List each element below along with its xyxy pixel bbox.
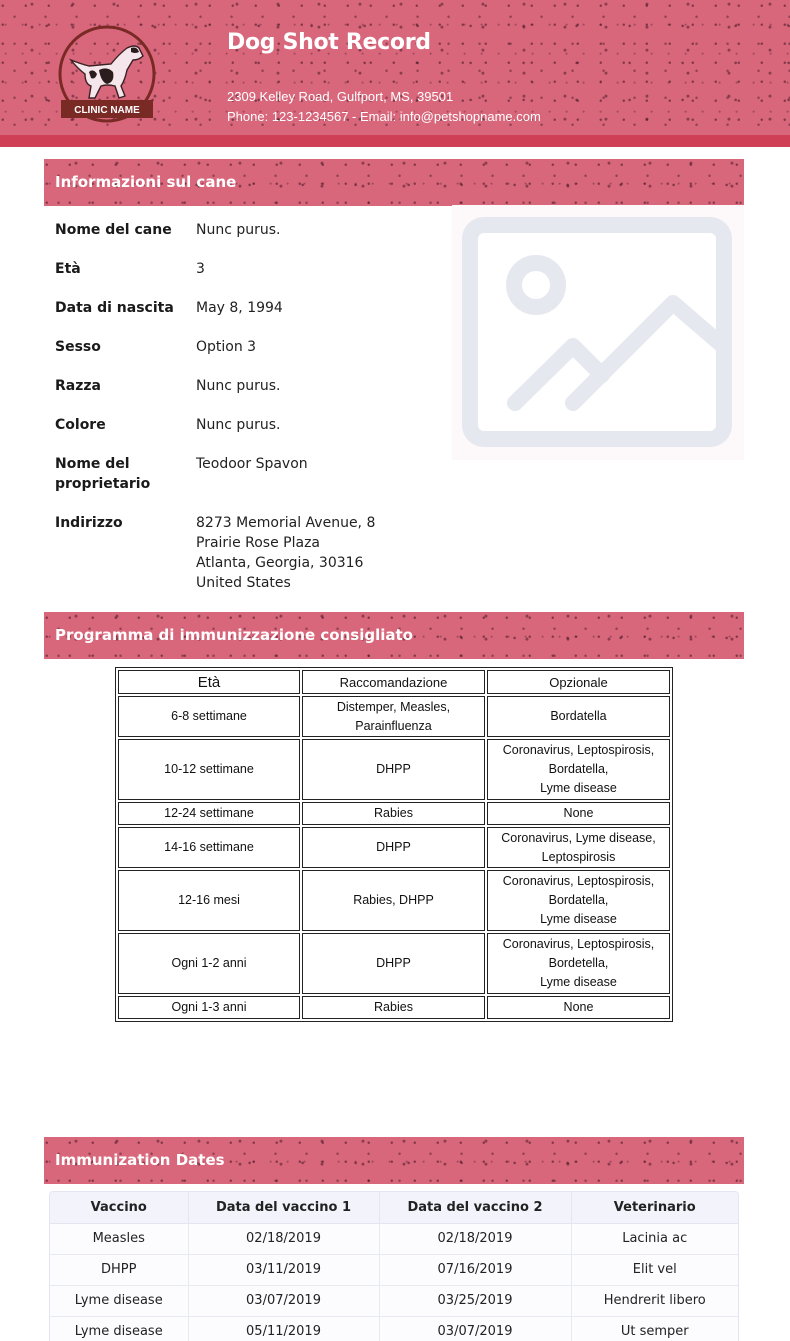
table-cell: 05/11/2019 <box>188 1316 379 1341</box>
table-cell: Coronavirus, Leptospirosis, Bordatella, Lyme disease <box>487 870 670 931</box>
table-cell: Rabies <box>302 802 485 825</box>
info-label: Età <box>55 261 81 277</box>
table-cell: Measles <box>50 1223 188 1254</box>
table-cell: Ogni 1-3 anni <box>118 996 300 1019</box>
dog-photo-placeholder[interactable] <box>452 205 744 460</box>
table-cell: Distemper, Measles, Parainfluenza <box>302 696 485 737</box>
table-cell: 02/18/2019 <box>188 1223 379 1254</box>
immunization-schedule-table <box>115 667 673 1022</box>
table-cell: DHPP <box>302 933 485 994</box>
section-schedule-banner <box>44 612 744 659</box>
table-row <box>50 1223 738 1254</box>
table-cell: Coronavirus, Leptospirosis, Bordetella, Lyme disease <box>487 933 670 994</box>
table-cell: 02/18/2019 <box>379 1223 571 1254</box>
table-row <box>118 996 670 1019</box>
info-label: Nome del proprietario <box>55 456 151 492</box>
table-cell: Lyme disease <box>50 1316 188 1341</box>
table-row <box>118 933 670 994</box>
header-banner <box>0 0 790 135</box>
clinic-address: 2309 Kelley Road, Gulfport, MS, 39501 <box>227 89 454 104</box>
table-cell: 6-8 settimane <box>118 696 300 737</box>
info-label: Nome del cane <box>55 222 172 238</box>
table-header-row <box>118 670 670 694</box>
table-cell: DHPP <box>50 1254 188 1285</box>
table-header-row <box>50 1192 738 1223</box>
info-value: Option 3 <box>196 339 257 355</box>
table-row <box>118 827 670 868</box>
table-cell: Elit vel <box>571 1254 738 1285</box>
section-dates-banner <box>44 1137 744 1184</box>
table-row <box>50 1316 738 1341</box>
table-row <box>118 696 670 737</box>
info-value: 8273 Memorial Avenue, 8 Prairie Rose Plaza Atlanta, Georgia, 30316 United States <box>196 515 376 591</box>
table-cell: 07/16/2019 <box>379 1254 571 1285</box>
info-label: Indirizzo <box>55 515 123 531</box>
table-cell: 10-12 settimane <box>118 739 300 800</box>
table-row <box>118 870 670 931</box>
immunization-dates-table-wrapper <box>49 1191 739 1341</box>
table-cell: None <box>487 802 670 825</box>
info-value: 3 <box>196 261 205 277</box>
table-cell: Coronavirus, Leptospirosis, Bordatella, Lyme disease <box>487 739 670 800</box>
clinic-phone-email: Phone: 123-1234567 - Email: info@petshopname.com <box>227 109 541 124</box>
clinic-contact <box>227 87 541 127</box>
column-header-raccomandazione: Raccomandazione <box>302 670 485 694</box>
info-label: Data di nascita <box>55 300 174 316</box>
info-value: Teodoor Spavon <box>196 456 308 472</box>
column-header-eta: Età <box>118 670 300 694</box>
section-title: Programma di immunizzazione consigliato <box>55 626 413 644</box>
table-cell: 03/07/2019 <box>379 1316 571 1341</box>
table-row <box>50 1285 738 1316</box>
immunization-dates-table <box>50 1192 738 1341</box>
table-cell: 03/25/2019 <box>379 1285 571 1316</box>
table-cell: Coronavirus, Lyme disease, Leptospirosis <box>487 827 670 868</box>
table-cell: Lyme disease <box>50 1285 188 1316</box>
table-cell: Ut semper <box>571 1316 738 1341</box>
info-label: Colore <box>55 417 106 433</box>
table-cell: Hendrerit libero <box>571 1285 738 1316</box>
table-cell: Lacinia ac <box>571 1223 738 1254</box>
clinic-logo <box>55 24 159 128</box>
section-title: Immunization Dates <box>55 1151 225 1169</box>
table-row <box>118 739 670 800</box>
info-value: Nunc purus. <box>196 378 281 394</box>
table-cell: 03/07/2019 <box>188 1285 379 1316</box>
column-header-data-2: Data del vaccino 2 <box>379 1192 571 1223</box>
table-cell: Rabies, DHPP <box>302 870 485 931</box>
column-header-data-1: Data del vaccino 1 <box>188 1192 379 1223</box>
table-cell: 03/11/2019 <box>188 1254 379 1285</box>
clinic-name-text: CLINIC NAME <box>74 105 140 116</box>
dog-logo-icon <box>55 24 159 128</box>
section-title: Informazioni sul cane <box>55 173 237 191</box>
table-cell: Ogni 1-2 anni <box>118 933 300 994</box>
table-row <box>50 1254 738 1285</box>
table-cell: Bordatella <box>487 696 670 737</box>
table-cell: DHPP <box>302 827 485 868</box>
table-cell: 12-24 settimane <box>118 802 300 825</box>
info-value: Nunc purus. <box>196 222 281 238</box>
page-title: Dog Shot Record <box>227 30 431 55</box>
info-value: Nunc purus. <box>196 417 281 433</box>
image-placeholder-icon <box>452 205 744 460</box>
info-value: May 8, 1994 <box>196 300 283 316</box>
header-accent-bar <box>0 135 790 147</box>
table-cell: 14-16 settimane <box>118 827 300 868</box>
table-cell: DHPP <box>302 739 485 800</box>
column-header-veterinario: Veterinario <box>571 1192 738 1223</box>
table-cell: None <box>487 996 670 1019</box>
column-header-opzionale: Opzionale <box>487 670 670 694</box>
column-header-vaccino: Vaccino <box>50 1192 188 1223</box>
info-label: Razza <box>55 378 101 394</box>
table-cell: Rabies <box>302 996 485 1019</box>
table-row <box>118 802 670 825</box>
info-label: Sesso <box>55 339 101 355</box>
table-cell: 12-16 mesi <box>118 870 300 931</box>
section-dog-info-banner <box>44 159 744 206</box>
